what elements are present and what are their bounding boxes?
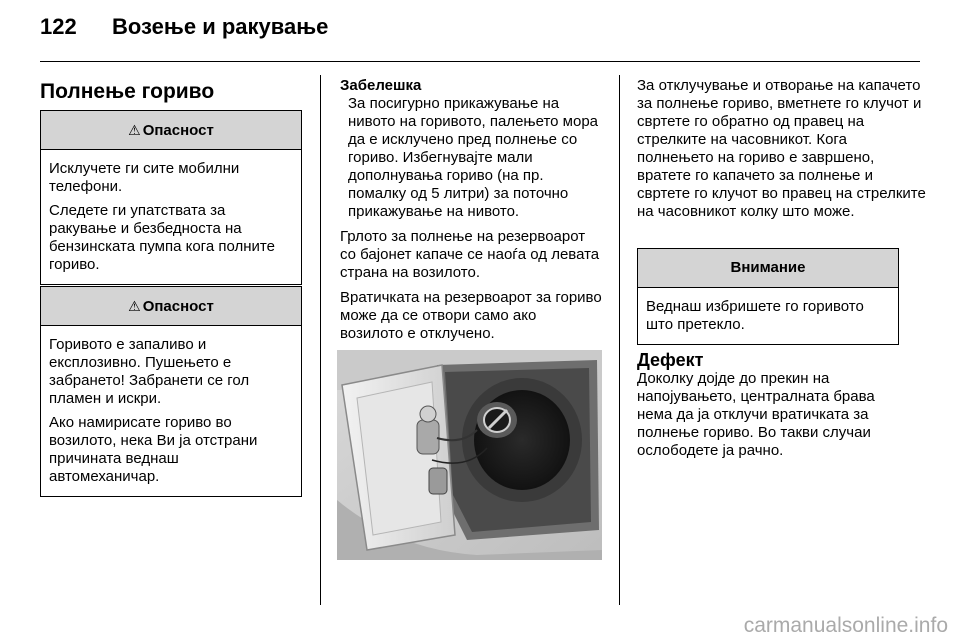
page-number: 122	[40, 14, 77, 39]
defect-section	[637, 350, 899, 467]
caution-box-text: Веднаш избришете го горивото што претекло.	[646, 298, 864, 333]
right-intro-text: За отклучување и отворање на капачето за полнење гориво, вметнете го клучот и свртете го обратно од правец на стрелките на часовникот. Кога полнењето на гориво е завршено, вратете го капачето за полнење и свртете го клучот во правец на стрелките на часовникот колку што може.	[637, 77, 926, 220]
danger-box-2-body	[41, 326, 301, 496]
page-header-title: Возење и ракување	[112, 14, 329, 39]
danger-box-2-paragraph-2: Ако намирисате гориво во возилото, нека Ви ја отстрани причината веднаш автомеханичар.	[49, 414, 258, 485]
danger-box-1-paragraph-2: Следете ги упатствата за ракување и безбедноста на бензинската пумпа кога полните гориво.	[49, 202, 275, 273]
warning-triangle-icon: ⚠	[128, 298, 141, 314]
danger-box-2	[40, 286, 302, 497]
header-divider	[40, 61, 920, 62]
danger-box-2-heading-text: Опасност	[142, 298, 214, 315]
danger-box-1	[40, 110, 302, 285]
middle-column	[340, 77, 602, 350]
danger-box-1-body	[41, 150, 301, 284]
watermark: carmanualsonline.info	[743, 614, 948, 637]
defect-text: Доколку дојде до прекин на напојувањето, централната брава нема да ја отклучи вратичката за полнење гориво. Во такви случаи ослободете ја рачно.	[637, 370, 875, 459]
section-title: Полнење гориво	[40, 80, 215, 103]
fuel-filler-illustration	[337, 350, 602, 560]
caution-box-heading: Внимание	[638, 249, 898, 288]
caution-box-body	[638, 288, 898, 344]
column-divider-left	[320, 75, 321, 605]
fuel-filler-photo	[337, 350, 602, 560]
caution-box	[637, 248, 899, 345]
right-column	[637, 77, 927, 228]
defect-title: Дефект	[637, 350, 704, 370]
middle-paragraph-1: Грлото за полнење на резервоарот со бајонет капаче се наоѓа од левата страна на возилото.	[340, 228, 600, 281]
warning-triangle-icon: ⚠	[128, 122, 141, 138]
note-text: За посигурно прикажување на нивото на горивото, палењето мора да е исклучено пред полнење со гориво. Избегнувајте мали дополнувања гориво (на пр. помалку од 5 литри) за поточно прикажување на нивото.	[348, 95, 599, 220]
danger-box-2-heading	[41, 287, 301, 326]
note-title: Забелешка	[340, 77, 422, 94]
danger-box-2-paragraph-1: Горивото е запаливо и експлозивно. Пушењето е забрането! Забранети се гол пламен и искри.	[49, 336, 250, 407]
danger-box-1-paragraph-1: Исклучете ги сите мобилни телефони.	[49, 160, 240, 195]
danger-box-1-heading-text: Опасност	[142, 122, 214, 139]
column-divider-right	[619, 75, 620, 605]
middle-paragraph-2: Вратичката на резервоарот за гориво може да се отвори само ако возилото е отклучено.	[340, 289, 602, 342]
danger-box-1-heading	[41, 111, 301, 150]
